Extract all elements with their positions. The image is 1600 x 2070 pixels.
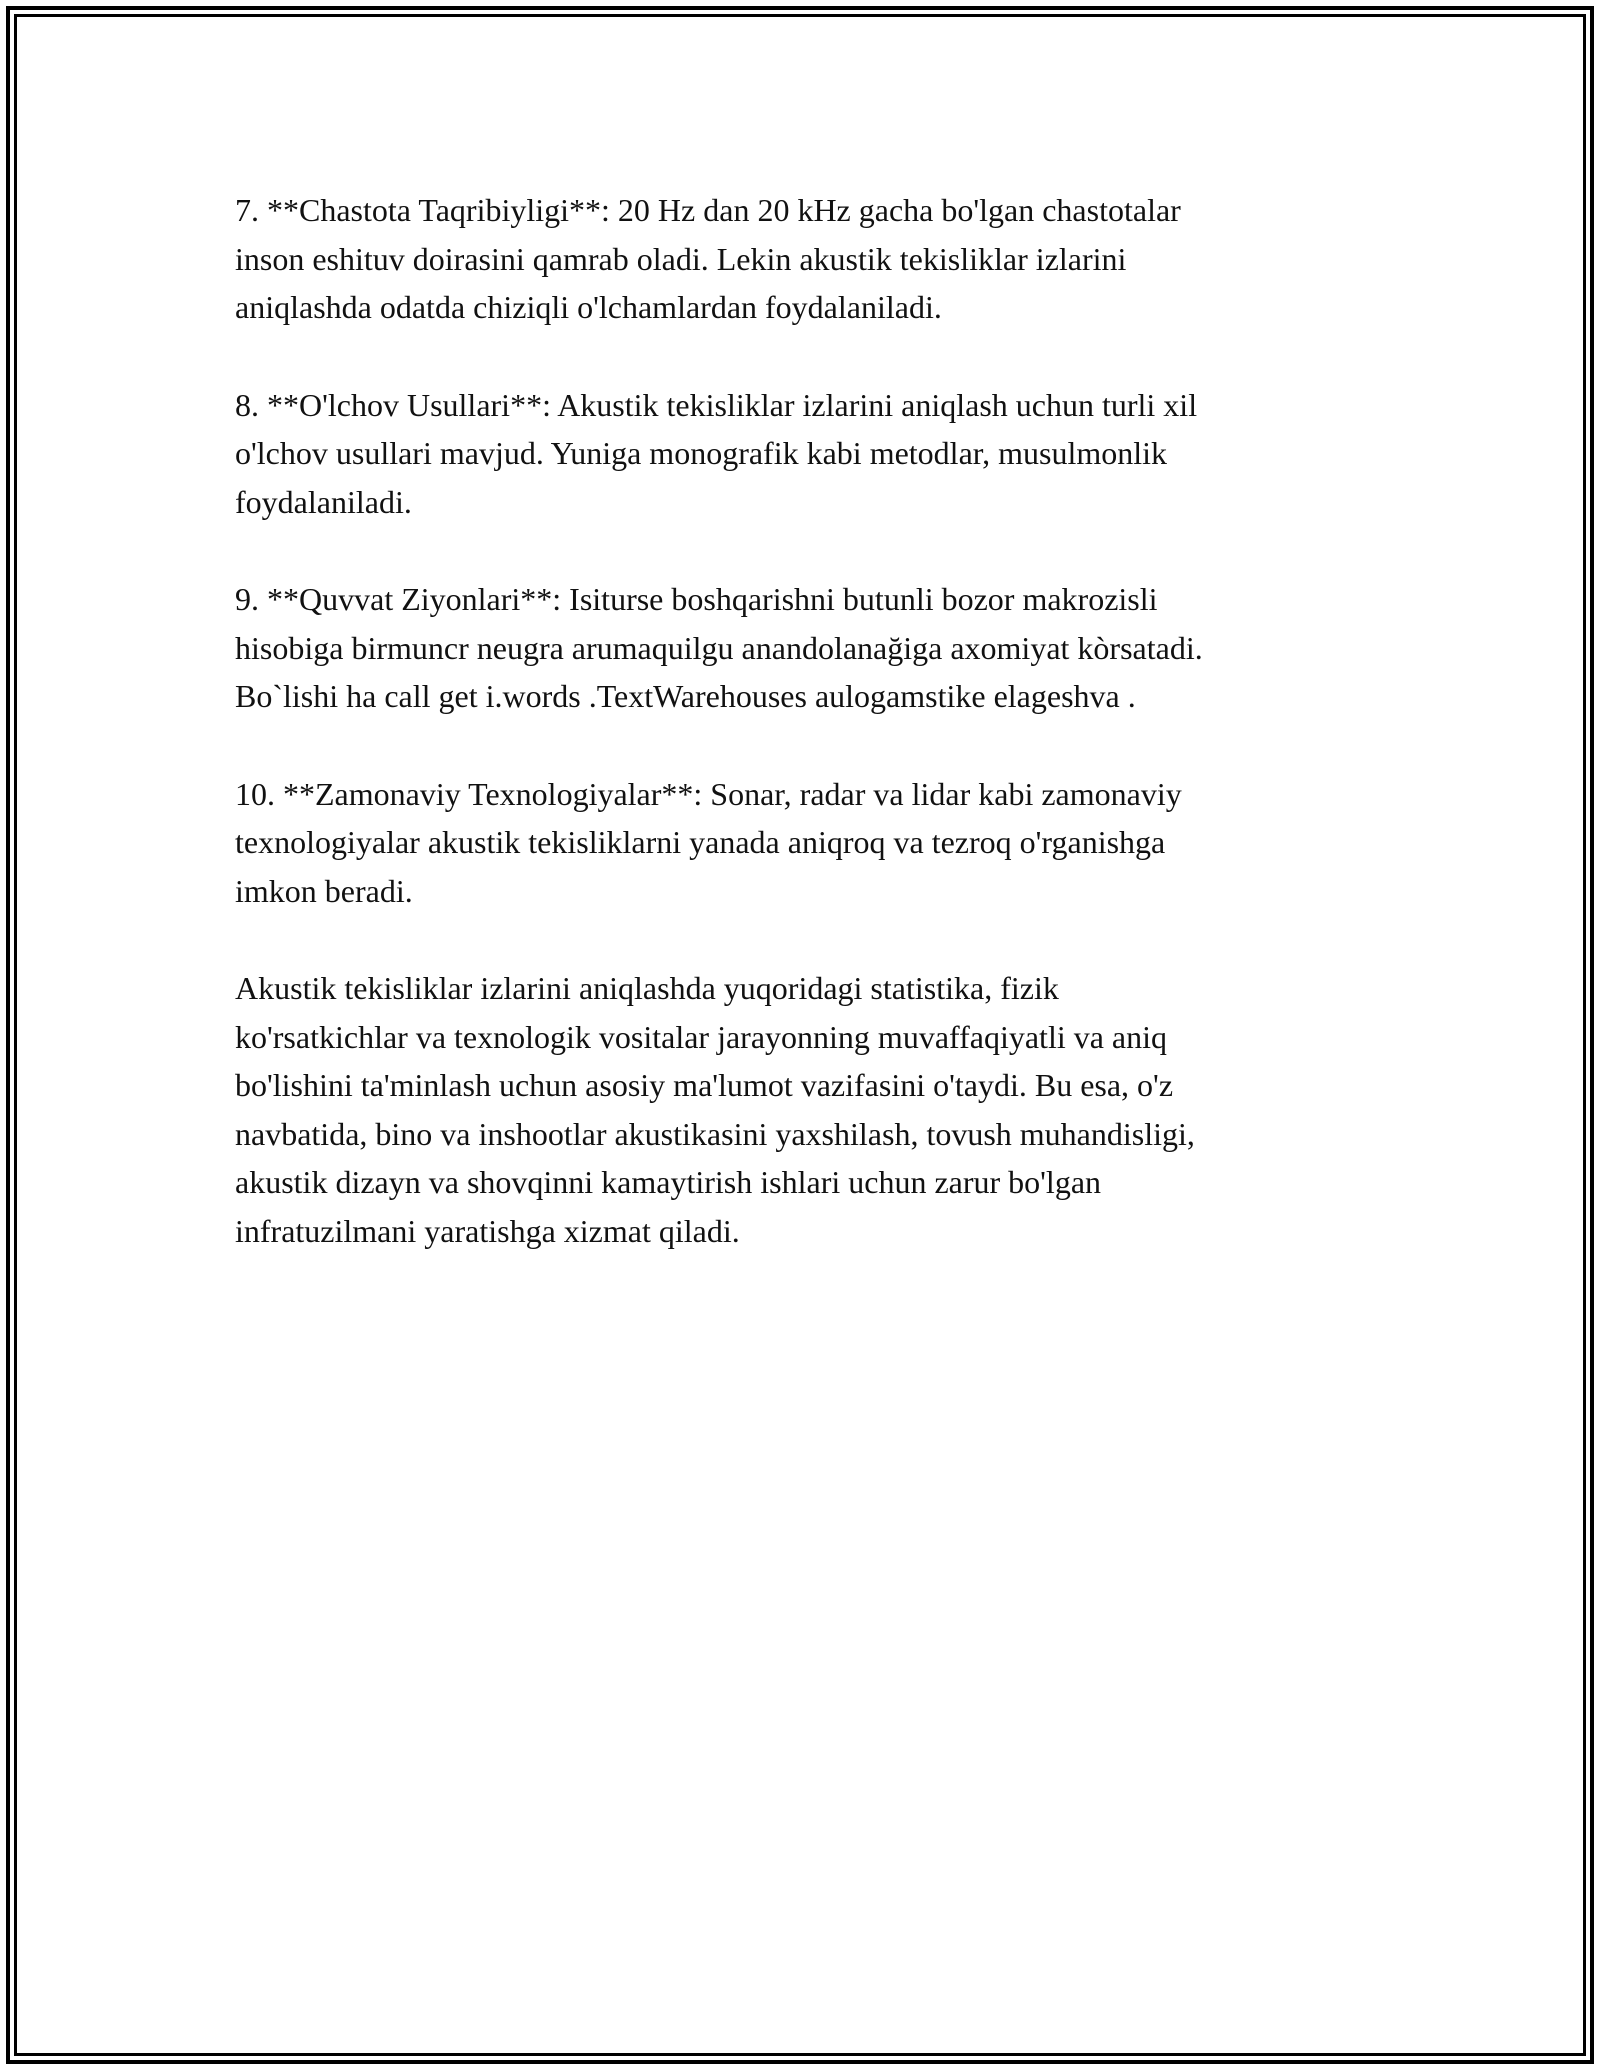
paragraph-item-9 bbox=[235, 575, 1360, 721]
text-line: Akustik tekisliklar izlarini aniqlashda yuqoridagi statistika, fizik bbox=[235, 970, 1059, 1006]
text-line: imkon beradi. bbox=[235, 872, 413, 909]
paragraph-item-7 bbox=[235, 186, 1360, 332]
paragraph-item-10 bbox=[235, 770, 1360, 916]
text-line: inson eshituv doirasini qamrab oladi. Lekin akustik tekisliklar izlarini bbox=[235, 240, 1127, 277]
text-line: 7. **Chastota Taqribiyligi**: 20 Hz dan 20 kHz gacha bo'lgan chastotalar bbox=[235, 192, 1181, 228]
text-line: infratuzilmani yaratishga xizmat qiladi. bbox=[235, 1212, 740, 1249]
text-line: aniqlashda odatda chiziqli o'lchamlardan foydalaniladi. bbox=[235, 289, 942, 325]
paragraph-item-8 bbox=[235, 381, 1360, 527]
text-line: navbatida, bino va inshootlar akustikasini yaxshilash, tovush muhandisligi, bbox=[235, 1115, 1195, 1152]
text-line: bo'lishini ta'minlash uchun asosiy ma'lumot vazifasini o'taydi. Bu esa, o'z bbox=[235, 1067, 1174, 1103]
text-line: 8. **O'lchov Usullari**: Akustik tekisliklar izlarini aniqlash uchun turli xil bbox=[235, 386, 1198, 423]
text-line: texnologiyalar akustik tekisliklarni yanada aniqroq va tezroq o'rganishga bbox=[235, 824, 1166, 860]
text-line: Bo`lishi ha call get i.words .TextWarehouses aulogamstike elageshva . bbox=[235, 678, 1136, 714]
text-line: foydalaniladi. bbox=[235, 483, 412, 520]
document-body bbox=[235, 186, 1360, 1304]
text-line: o'lchov usullari mavjud. Yuniga monografik kabi metodlar, musulmonlik bbox=[235, 435, 1168, 471]
text-line: akustik dizayn va shovqinni kamaytirish ishlari uchun zarur bo'lgan bbox=[235, 1164, 1102, 1200]
text-line: 10. **Zamonaviy Texnologiyalar**: Sonar, radar va lidar kabi zamonaviy bbox=[235, 775, 1182, 812]
text-line: ko'rsatkichlar va texnologik vositalar jarayonning muvaffaqiyatli va aniq bbox=[235, 1018, 1168, 1055]
paragraph-conclusion bbox=[235, 964, 1360, 1255]
text-line: hisobiga birmuncr neugra arumaquilgu anandolanağiga axomiyat kòrsatadi. bbox=[235, 629, 1203, 666]
text-line: 9. **Quvvat Ziyonlari**: Isiturse boshqarishni butunli bozor makrozisli bbox=[235, 581, 1158, 617]
